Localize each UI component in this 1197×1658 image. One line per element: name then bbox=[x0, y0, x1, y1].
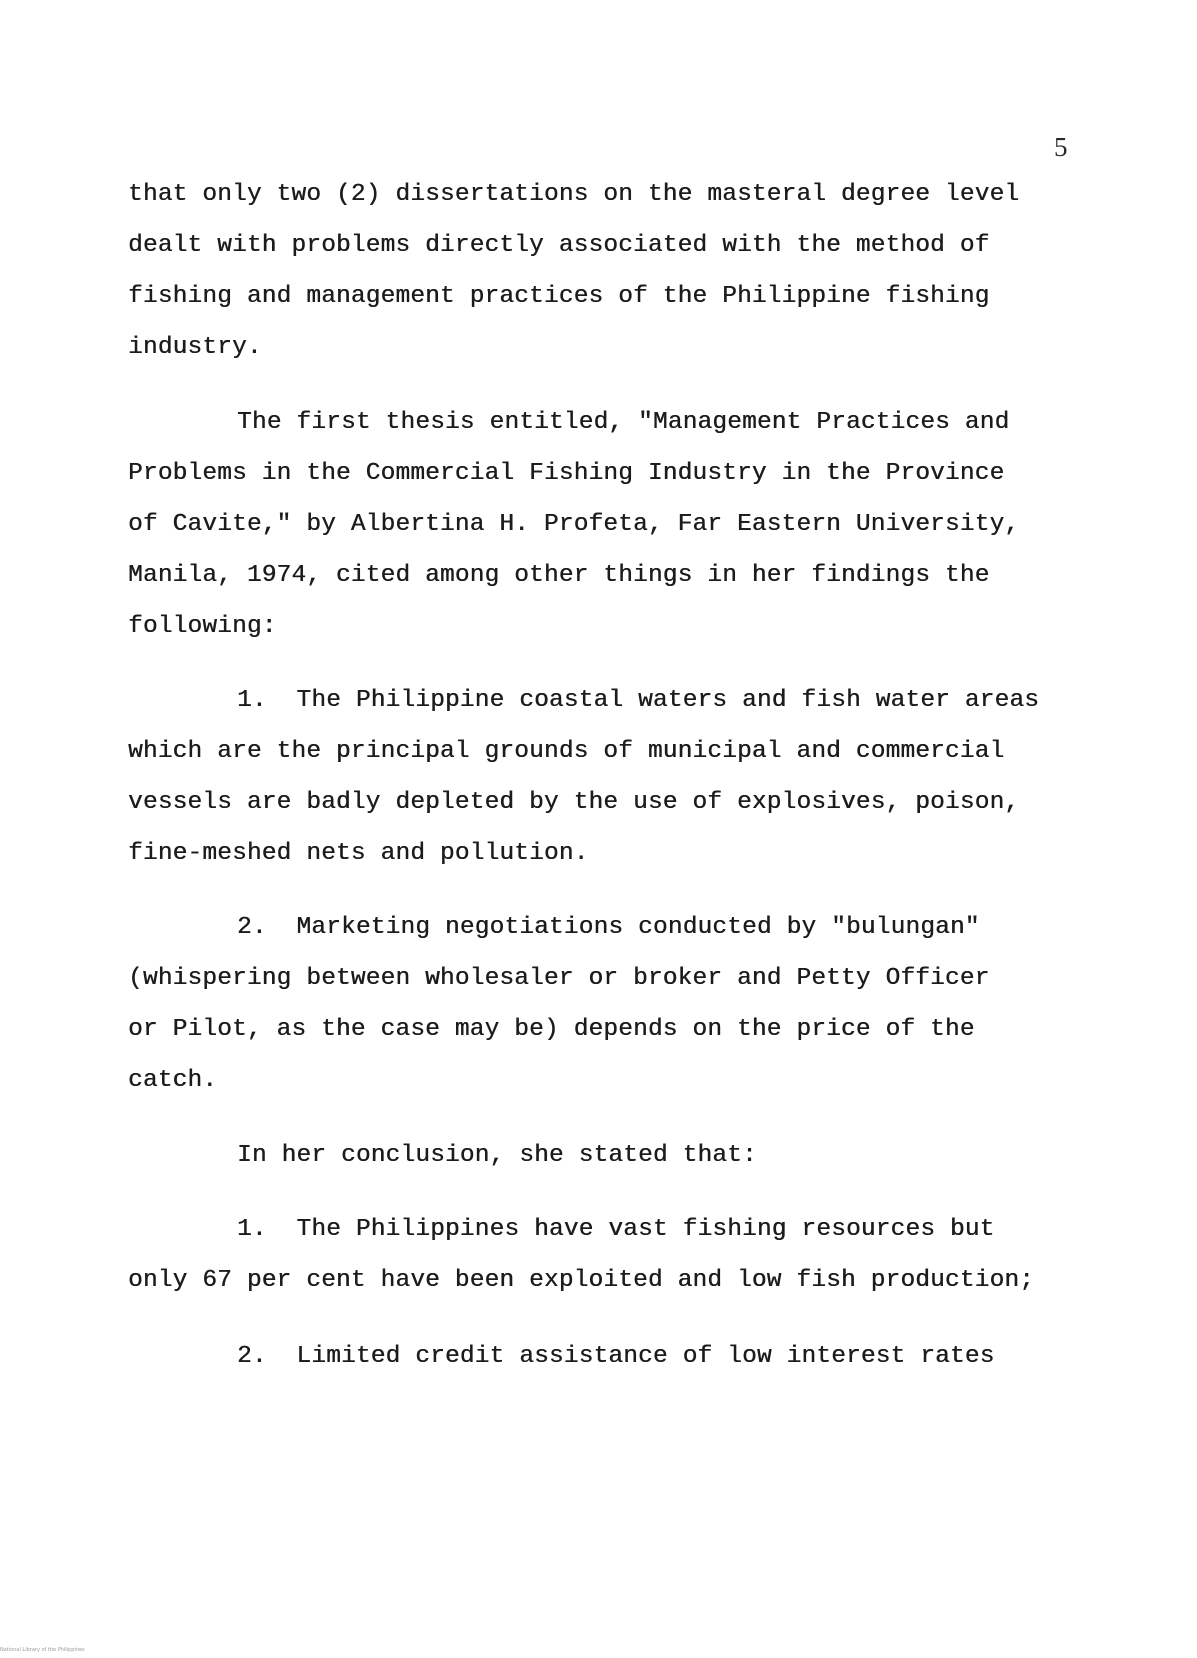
text-line: 2. Marketing negotiations conducted by "bulungan" bbox=[237, 914, 980, 941]
text-line: 1. The Philippine coastal waters and fish water areas bbox=[237, 687, 1040, 714]
scan-footer: National Library of the Philippines bbox=[0, 1647, 85, 1653]
text-line: which are the principal grounds of municipal and commercial bbox=[128, 738, 1005, 765]
page-number: 5 bbox=[1054, 132, 1068, 162]
text-line: Problems in the Commercial Fishing Industry in the Province bbox=[128, 460, 1005, 487]
text-line: industry. bbox=[128, 334, 262, 361]
text-line: following: bbox=[128, 613, 277, 640]
text-line: only 67 per cent have been exploited and low fish production; bbox=[128, 1267, 1034, 1294]
text-line: of Cavite," by Albertina H. Profeta, Far Eastern University, bbox=[128, 511, 1020, 538]
text-line: fishing and management practices of the Philippine fishing bbox=[128, 283, 990, 310]
text-line: dealt with problems directly associated with the method of bbox=[128, 232, 990, 259]
text-line: or Pilot, as the case may be) depends on the price of the bbox=[128, 1016, 975, 1043]
text-line: 1. The Philippines have vast fishing resources but bbox=[237, 1216, 995, 1243]
text-line: Manila, 1974, cited among other things in her findings the bbox=[128, 562, 990, 589]
text-line: 2. Limited credit assistance of low interest rates bbox=[237, 1343, 995, 1370]
text-line: vessels are badly depleted by the use of explosives, poison, bbox=[128, 789, 1020, 816]
text-line: catch. bbox=[128, 1067, 218, 1094]
text-line: (whispering between wholesaler or broker and Petty Officer bbox=[128, 965, 990, 992]
text-line: fine-meshed nets and pollution. bbox=[128, 840, 589, 867]
text-line: In her conclusion, she stated that: bbox=[237, 1142, 757, 1169]
text-line: that only two (2) dissertations on the masteral degree level bbox=[128, 181, 1020, 208]
text-line: The first thesis entitled, "Management Practices and bbox=[237, 409, 1010, 436]
